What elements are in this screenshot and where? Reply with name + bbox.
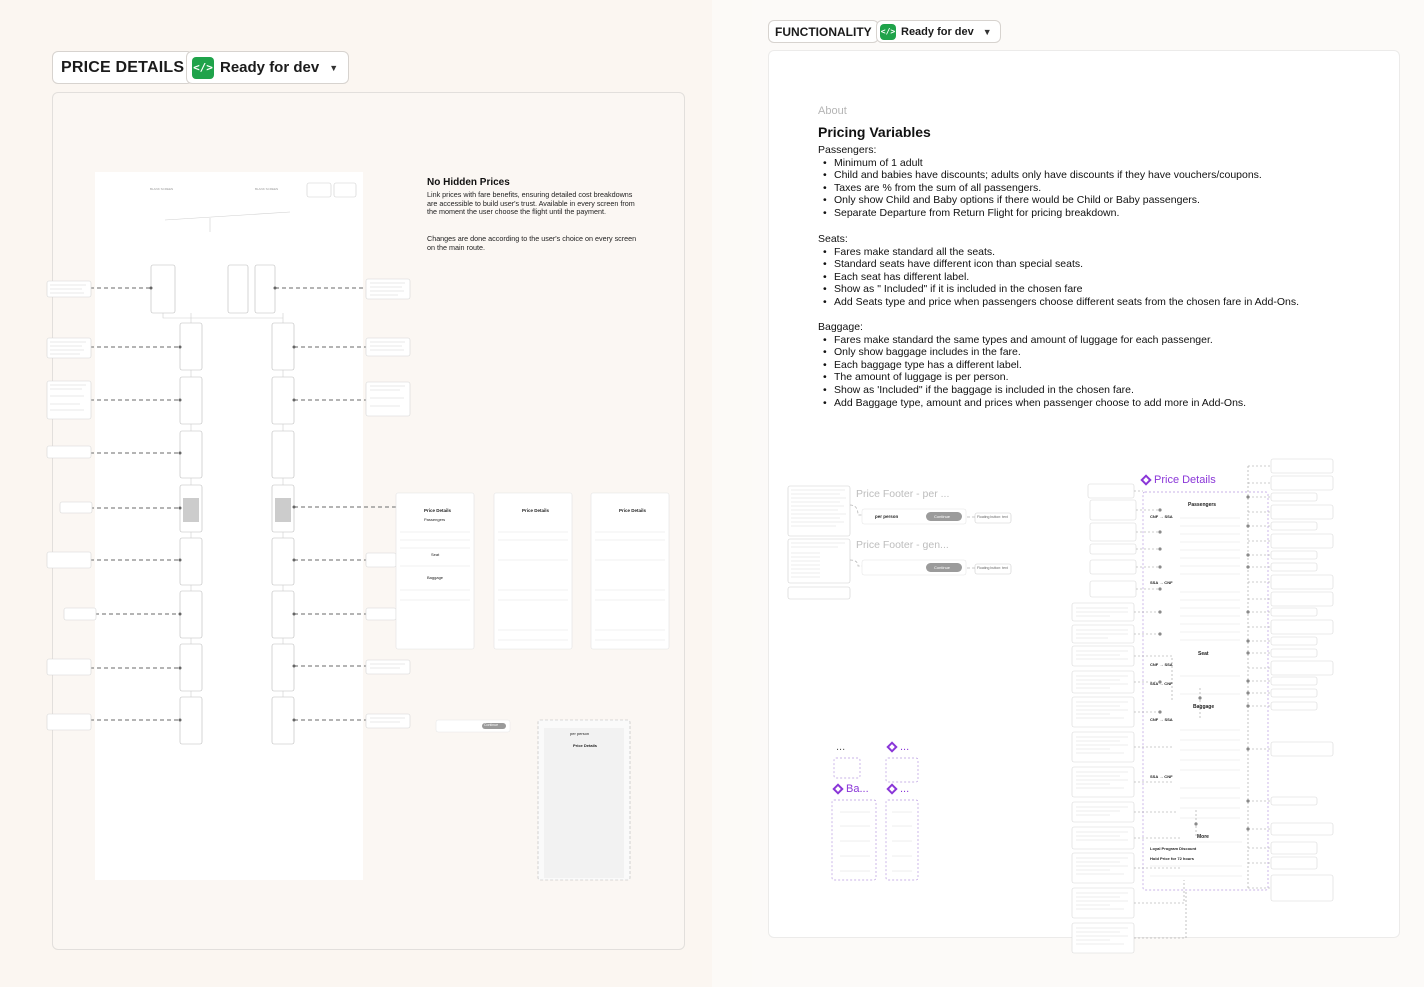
component-price-footer-per[interactable]: Price Footer - per ... (856, 488, 950, 500)
footer-continue-button[interactable]: Continue (934, 514, 951, 519)
status-label: Ready for dev (901, 25, 974, 38)
section-title-functionality[interactable]: FUNCTIONALITY (768, 20, 879, 43)
component-icon (1140, 474, 1151, 485)
pd-route-1: CNF → SSA (1150, 514, 1173, 519)
list-item: • Separate Departure from Return Flight for pricing breakdown. (818, 207, 1262, 220)
about-label: About (818, 105, 847, 117)
list-item: • Add Baggage type, amount and prices when passenger choose to add more in Add-Ons. (818, 397, 1246, 410)
pd-seat: Seat (1198, 651, 1209, 657)
pd-route-2: SSA → CNF (1150, 580, 1173, 585)
pd-passengers: Passengers (1188, 502, 1217, 508)
list-item: • Minimum of 1 adult (818, 157, 1262, 170)
pd-baggage: Baggage (1193, 704, 1215, 710)
list-item: • Only show Child and Baby options if there would be Child or Baby passengers. (818, 194, 1262, 207)
mock-baggage-1: Baggage (427, 575, 444, 580)
pd-route-6: SSA → CNF (1150, 774, 1173, 779)
component-label: Price Details (1154, 474, 1216, 486)
list-item: • Taxes are % from the sum of all passengers. (818, 182, 1262, 195)
list-item: • Show as " Included" if it is included in the chosen fare (818, 283, 1299, 296)
pd-more: More (1197, 834, 1209, 840)
mock-per-person: per person (570, 731, 590, 736)
section-title-price-details[interactable]: PRICE DETAILS (52, 51, 193, 84)
component-icon (886, 783, 897, 794)
code-icon: </> (880, 24, 896, 40)
component-placeholder-3[interactable] (888, 783, 909, 795)
mock-price-details-1: Price Details (424, 508, 452, 513)
component-label: ... (900, 783, 910, 795)
pd-loyal: Loyal Program Discount (1150, 846, 1197, 851)
passengers-label: Passengers: (818, 144, 877, 156)
code-icon: </> (192, 57, 214, 79)
mock-passengers-1: Passengers (424, 517, 446, 522)
baggage-label: Baggage: (818, 321, 863, 333)
seats-label: Seats: (818, 233, 848, 245)
footer-per-person: per person (875, 514, 899, 519)
list-item: • The amount of luggage is per person. (818, 371, 1246, 384)
list-item: • Fares make standard the same types and amount of luggage for each passenger. (818, 334, 1246, 347)
component-label: Ba... (846, 783, 869, 795)
list-item: • Each seat has different label. (818, 271, 1299, 284)
footer-continue-button-2[interactable]: Continue (934, 565, 951, 570)
status-label: Ready for dev (220, 59, 320, 76)
mock-continue-button[interactable]: Continue (484, 723, 499, 727)
svg-text:BLANK SCREEN: BLANK SCREEN (150, 187, 174, 191)
list-item: • Fares make standard all the seats. (818, 246, 1299, 259)
chevron-down-icon: ▼ (329, 62, 339, 73)
component-price-details[interactable] (1142, 474, 1216, 486)
floating-note-2: Floating button: text (977, 566, 1008, 570)
list-item: • Child and babies have discounts; adults only have discounts if they have vouchers/coupons. (818, 169, 1262, 182)
pd-route-4: SSA → CNF (1150, 681, 1173, 686)
pd-route-3: CNF → SSA (1150, 662, 1173, 667)
mock-price-details-sheet: Price Details (573, 743, 598, 748)
component-price-footer-gen[interactable]: Price Footer - gen... (856, 539, 949, 551)
component-placeholder-1[interactable]: ... (836, 741, 846, 753)
list-item: • Show as 'Included" if the baggage is included in the chosen fare. (818, 384, 1246, 397)
frame-description: Link prices with fare benefits, ensuring detailed cost breakdowns are accessible to build user's trust. Available in every screen from the moment the user choose the flight until the payment. (427, 190, 635, 216)
component-icon (886, 741, 897, 752)
component-label: ... (900, 741, 910, 753)
mock-seat-1: Seat (431, 552, 440, 557)
list-item: • Standard seats have different icon than special seats. (818, 258, 1299, 271)
mock-price-details-3: Price Details (619, 508, 647, 513)
pd-hold: Hold Price for 72 hours (1150, 856, 1195, 861)
component-icon (832, 783, 843, 794)
component-baggage[interactable] (834, 783, 869, 795)
floating-note: Floating button: text (977, 515, 1008, 519)
mock-price-details-2: Price Details (522, 508, 550, 513)
component-placeholder-2[interactable] (888, 741, 909, 753)
chevron-down-icon: ▼ (982, 26, 992, 37)
frame-description-2: Changes are done according to the user's choice on every screen on the main route. (427, 234, 637, 252)
pricing-variables-heading: Pricing Variables (818, 124, 931, 140)
list-item: • Each baggage type has a different label. (818, 359, 1246, 372)
svg-text:BLANK SCREEN: BLANK SCREEN (255, 187, 279, 191)
list-item: • Add Seats type and price when passengers choose different seats from the chosen fare in Add-Ons. (818, 296, 1299, 309)
list-item: • Only show baggage includes in the fare. (818, 346, 1246, 359)
frame-heading: No Hidden Prices (427, 177, 510, 188)
pd-route-5: CNF → SSA (1150, 717, 1173, 722)
